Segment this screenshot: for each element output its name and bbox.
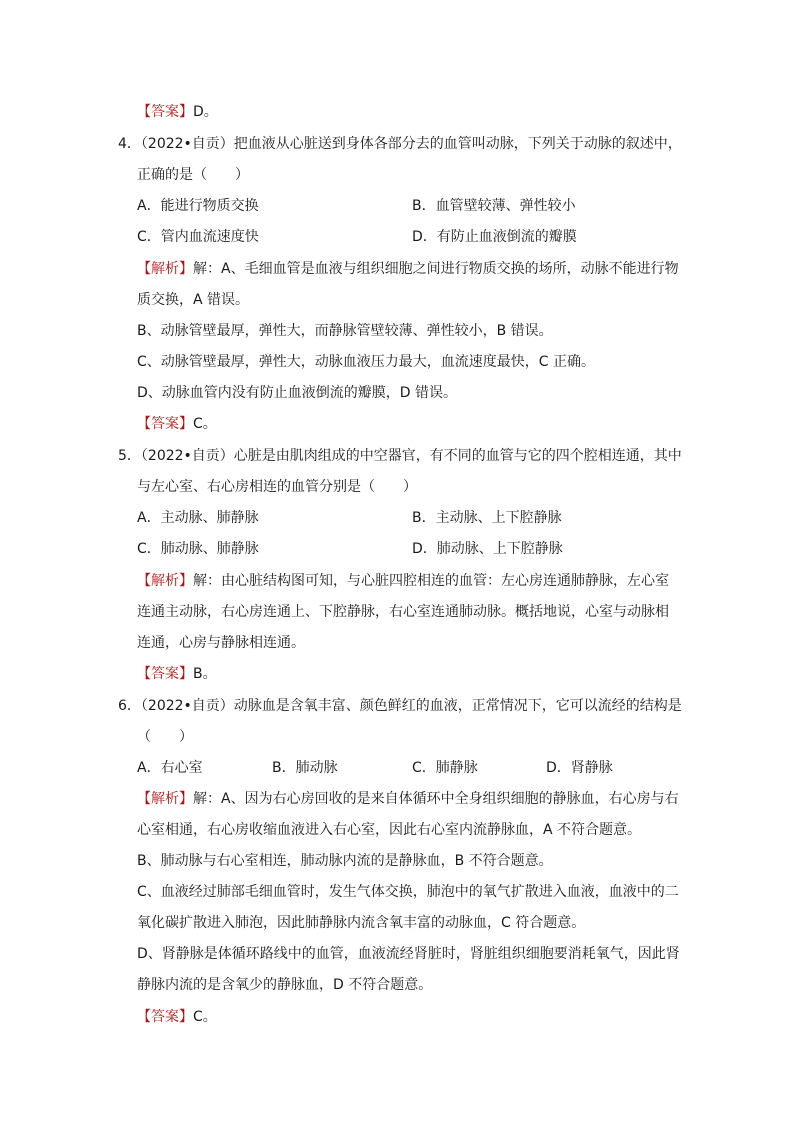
analysis-tag: 【解析】 bbox=[137, 791, 193, 807]
q6-analysis-line-2: 心室相通，右心房收缩血液进入右心室，因此右心室内流静脉血，A 不符合题意。 bbox=[137, 822, 642, 838]
answer-value: D。 bbox=[193, 104, 218, 120]
q6-option-c: C．肺静脉 bbox=[412, 760, 478, 776]
analysis-text: 解：A、因为右心房回收的是来自体循环中全身组织细胞的静脉血，右心房与右 bbox=[193, 791, 679, 807]
q6-option-d: D．肾静脉 bbox=[546, 760, 613, 776]
q6-analysis-line-3: B、肺动脉与右心室相连，肺动脉内流的是静脉血，B 不符合题意。 bbox=[137, 853, 553, 869]
q5-option-c: C．肺动脉、肺静脉 bbox=[137, 541, 259, 557]
answer-tag: 【答案】 bbox=[137, 104, 193, 120]
analysis-text: 解：A、毛细血管是血液与组织细胞之间进行物质交换的场所，动脉不能进行物 bbox=[193, 261, 679, 277]
q4-option-d: D．有防止血液倒流的瓣膜 bbox=[412, 229, 577, 245]
q5-analysis-line-2: 连通主动脉，右心房连通上、下腔静脉，右心室连通肺动脉。概括地说，心室与动脉相 bbox=[137, 604, 669, 620]
q5-option-d: D．肺动脉、上下腔静脉 bbox=[412, 541, 563, 557]
answer-tag: 【答案】 bbox=[137, 416, 193, 432]
analysis-tag: 【解析】 bbox=[137, 573, 193, 589]
q4-answer bbox=[137, 414, 217, 434]
q5-answer bbox=[137, 664, 217, 684]
q4-analysis-line-1 bbox=[137, 259, 679, 279]
q4-analysis-line-3: B、动脉管壁最厚，弹性大，而静脉管壁较薄、弹性较小，B 错误。 bbox=[137, 323, 553, 339]
q4-stem-line-1: 4．（2022•自贡）把血液从心脏送到身体各部分去的血管叫动脉，下列关于动脉的叙述中， bbox=[118, 136, 682, 152]
q6-analysis-line-1 bbox=[137, 789, 679, 809]
answer-tag: 【答案】 bbox=[137, 666, 193, 682]
q6-option-a: A．右心室 bbox=[137, 760, 203, 776]
q5-stem-line-2: 与左心室、右心房相连的血管分别是（ ） bbox=[137, 479, 417, 495]
q6-analysis-line-7: 静脉内流的是含氧少的静脉血，D 不符合题意。 bbox=[137, 977, 433, 993]
q6-analysis-line-6: D、肾静脉是体循环路线中的血管，血液流经肾脏时，肾脏组织细胞要消耗氧气，因此肾 bbox=[137, 946, 680, 962]
analysis-text: 解：由心脏结构图可知，与心脏四腔相连的血管：左心房连通肺静脉，左心室 bbox=[193, 573, 669, 589]
q6-stem-line-2: （ ） bbox=[137, 729, 193, 745]
q4-option-b: B．血管壁较薄、弹性较小 bbox=[412, 198, 576, 214]
answer-value: C。 bbox=[193, 416, 217, 432]
answer-tag: 【答案】 bbox=[137, 1009, 193, 1025]
q5-stem-line-1: 5．（2022•自贡）心脏是由肌肉组成的中空器官，有不同的血管与它的四个腔相连通，其中 bbox=[118, 448, 682, 464]
q5-option-a: A．主动脉、肺静脉 bbox=[137, 510, 259, 526]
q4-analysis-line-4: C、动脉管壁最厚，弹性大，动脉血液压力最大，血流速度最快，C 正确。 bbox=[137, 354, 595, 370]
q5-analysis-line-1 bbox=[137, 571, 669, 591]
q6-stem-line-1: 6．（2022•自贡）动脉血是含氧丰富、颜色鲜红的血液，正常情况下，它可以流经的结构是 bbox=[118, 698, 682, 714]
q4-analysis-line-5: D、动脉血管内没有防止血液倒流的瓣膜，D 错误。 bbox=[137, 385, 458, 401]
answer-value: C。 bbox=[193, 1009, 217, 1025]
q6-answer bbox=[137, 1007, 217, 1027]
q3-answer bbox=[137, 102, 218, 122]
q4-option-c: C．管内血流速度快 bbox=[137, 229, 259, 245]
q6-option-b: B．肺动脉 bbox=[272, 760, 338, 776]
q4-stem-line-2: 正确的是（ ） bbox=[137, 167, 249, 183]
q6-analysis-line-4: C、血液经过肺部毛细血管时，发生气体交换，肺泡中的氧气扩散进入血液，血液中的二 bbox=[137, 884, 679, 900]
q4-option-a: A．能进行物质交换 bbox=[137, 198, 259, 214]
q5-analysis-line-3: 连通，心房与静脉相连通。 bbox=[137, 635, 305, 651]
analysis-tag: 【解析】 bbox=[137, 261, 193, 277]
q5-option-b: B．主动脉、上下腔静脉 bbox=[412, 510, 562, 526]
q4-analysis-line-2: 质交换，A 错误。 bbox=[137, 292, 250, 308]
q6-analysis-line-5: 氧化碳扩散进入肺泡，因此肺静脉内流含氧丰富的动脉血，C 符合题意。 bbox=[137, 915, 586, 931]
answer-value: B。 bbox=[193, 666, 217, 682]
